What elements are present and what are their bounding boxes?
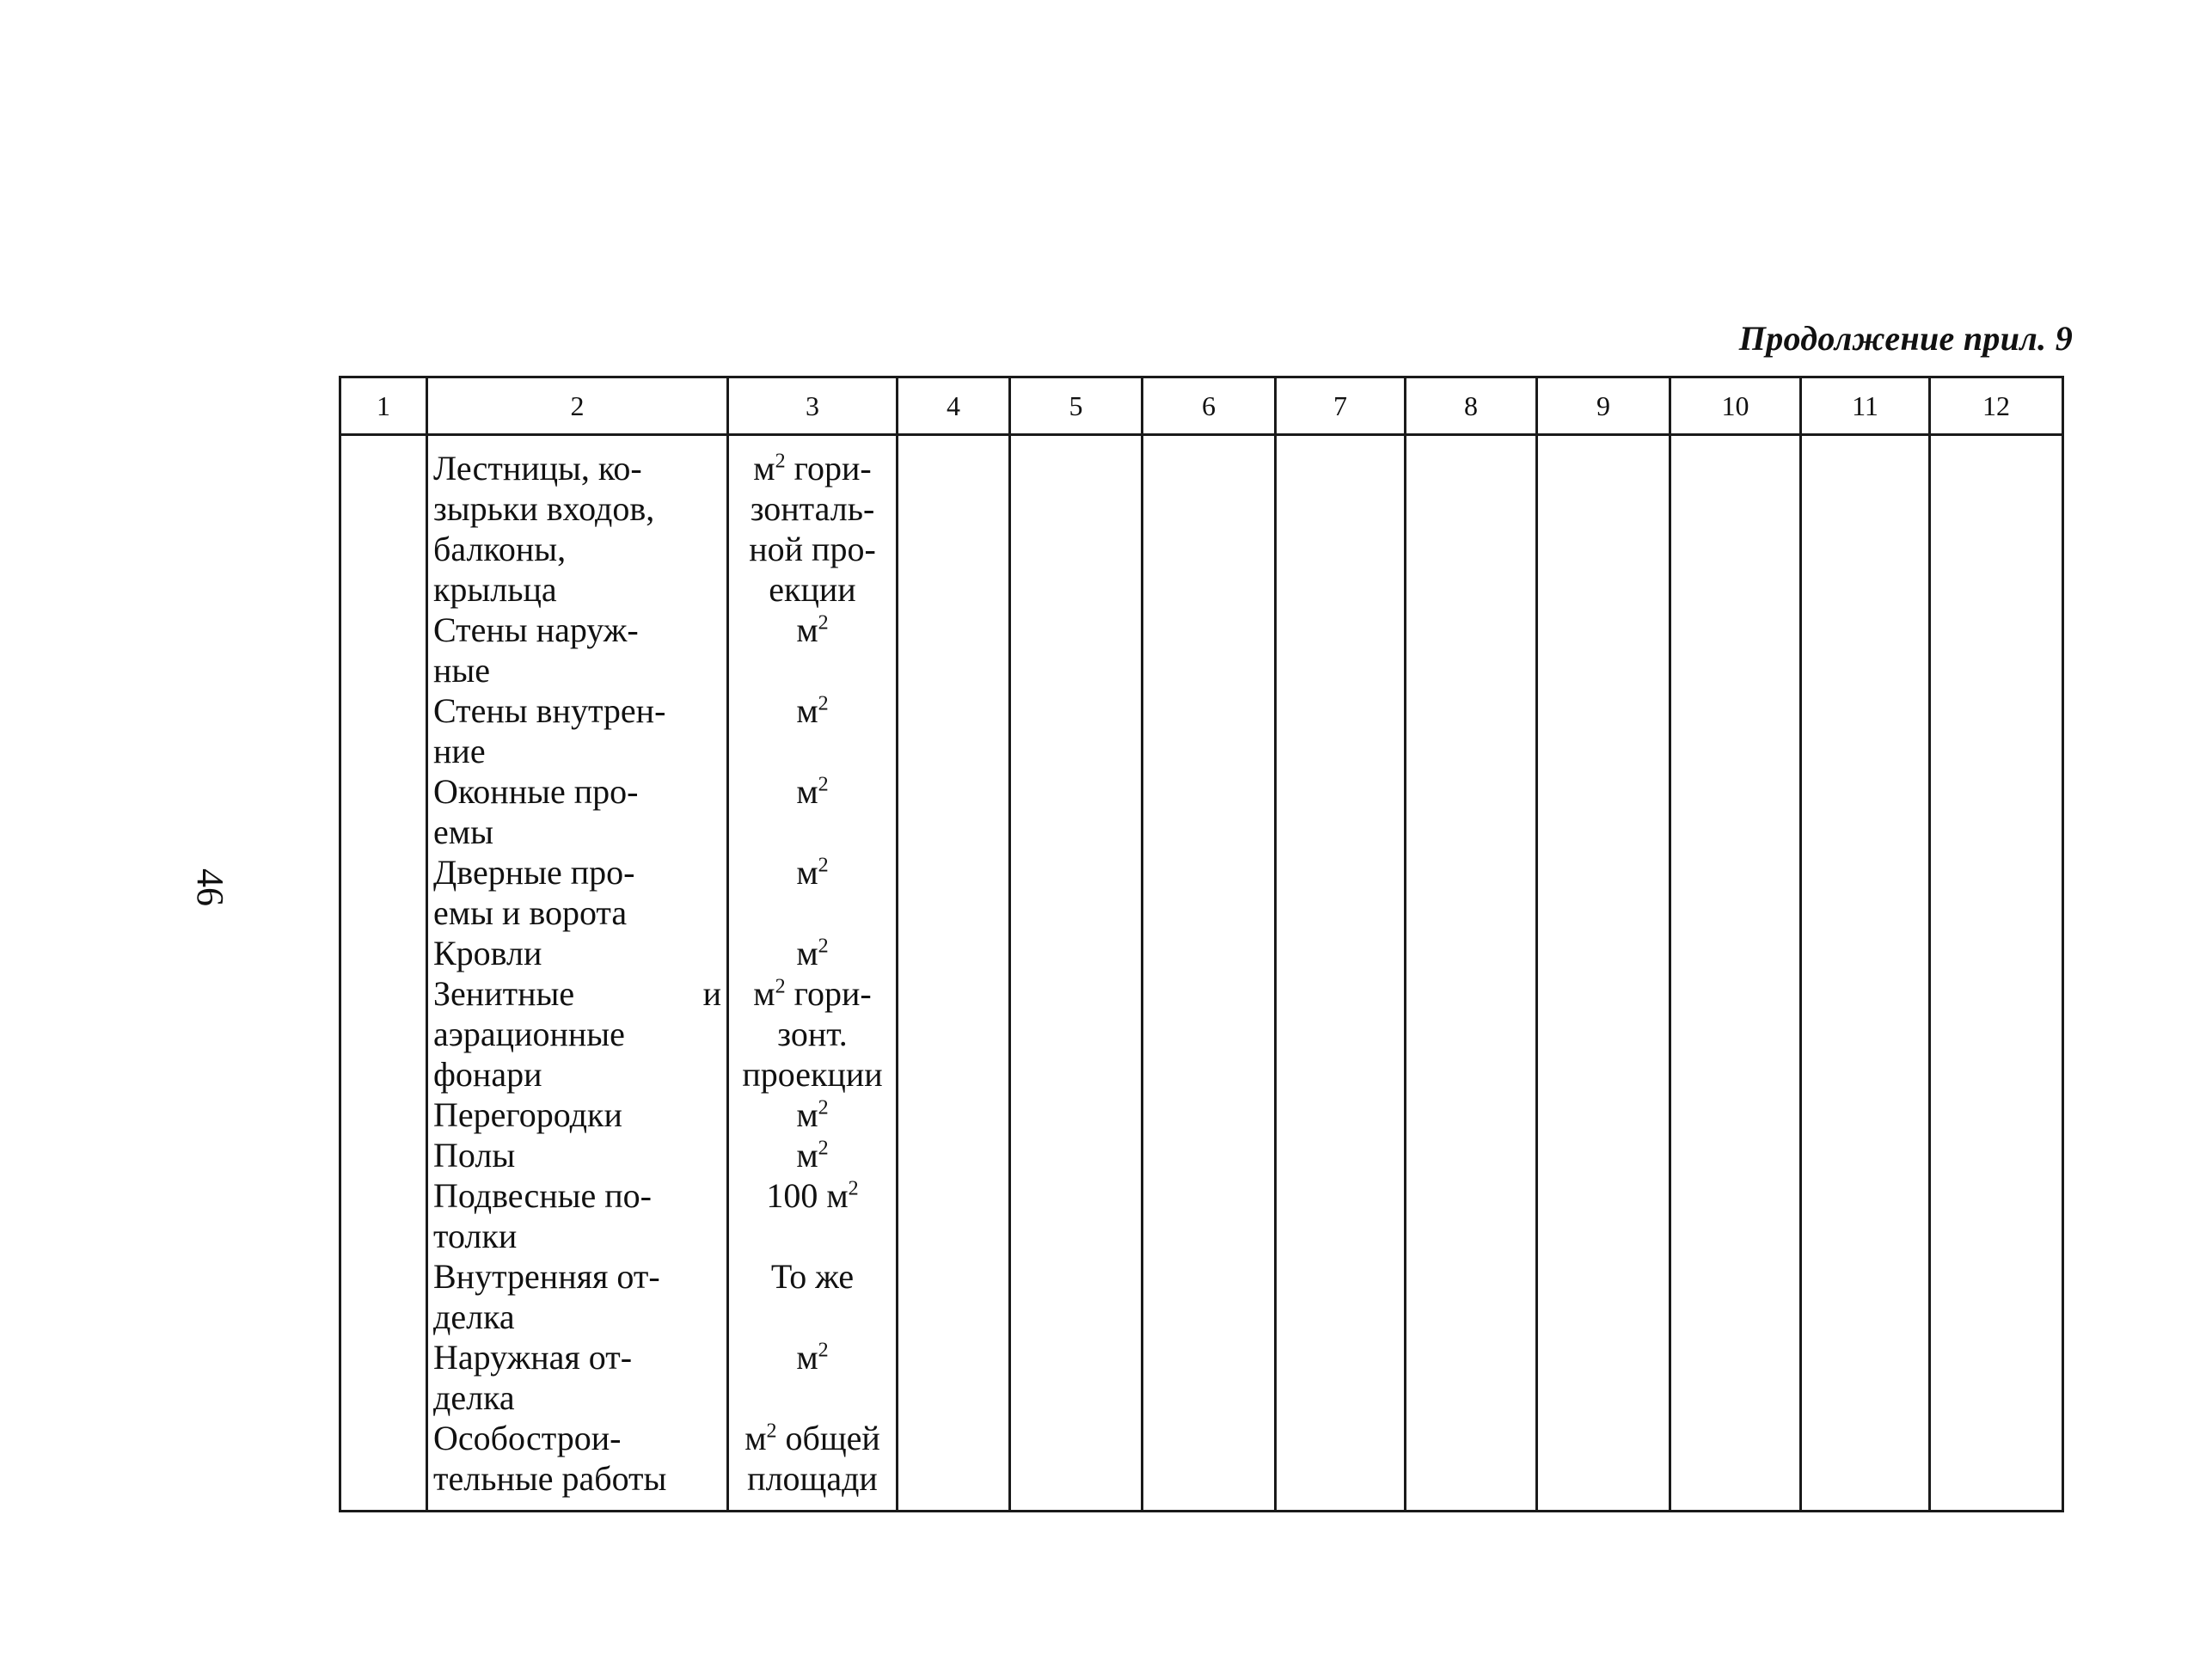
column-1-cell <box>340 435 427 1512</box>
work-name-line: крыльца <box>433 570 557 609</box>
unit-line: $м^2$ <box>796 691 829 730</box>
column-header-11: 11 <box>1801 377 1930 435</box>
column-header-9: 9 <box>1537 377 1670 435</box>
unit-line-spacer <box>729 892 896 933</box>
work-name-line: Наружная от- <box>433 1338 633 1377</box>
superscript-two: 2 <box>818 1339 829 1362</box>
column-6-cell <box>1143 435 1276 1512</box>
work-name-line: тельные работы <box>433 1459 667 1498</box>
work-name-line: Кровли <box>433 934 542 972</box>
unit-line: площади <box>747 1459 878 1498</box>
superscript-two: 2 <box>848 1177 859 1200</box>
unit-line: зонталь- <box>750 489 875 528</box>
work-name-line: делка <box>433 1378 515 1417</box>
superscript-two: 2 <box>818 854 829 877</box>
unit-line: зонт. <box>777 1015 848 1053</box>
work-name-line: Перегородки <box>433 1095 622 1134</box>
unit-line: ной про- <box>749 530 876 568</box>
work-name-line: емы и ворота <box>433 893 628 932</box>
units-cell <box>728 435 898 1512</box>
column-4-cell <box>898 435 1010 1512</box>
work-name-line: Особострои- <box>433 1419 622 1457</box>
unit-line: 100 $м^2$ <box>766 1176 859 1215</box>
unit-line: $м^2$ <box>796 1338 829 1377</box>
column-header-8: 8 <box>1406 377 1537 435</box>
column-header-5: 5 <box>1010 377 1143 435</box>
column-header-7: 7 <box>1276 377 1406 435</box>
superscript-two: 2 <box>818 773 829 796</box>
work-name-line: Полы <box>433 1136 516 1175</box>
unit-line-spacer <box>729 1377 896 1418</box>
work-name-line: толки <box>433 1217 518 1255</box>
column-header-2: 2 <box>427 377 728 435</box>
column-12-cell <box>1930 435 2063 1512</box>
table-body-row <box>340 435 2063 1512</box>
work-name-line: зырьки входов, <box>433 489 655 528</box>
superscript-two: 2 <box>766 1420 777 1443</box>
work-names-cell <box>427 435 728 1512</box>
column-10-cell <box>1670 435 1801 1512</box>
unit-line: $м^2$ общей <box>744 1419 880 1457</box>
column-header-4: 4 <box>898 377 1010 435</box>
unit-line-spacer <box>729 1297 896 1337</box>
superscript-two: 2 <box>818 692 829 715</box>
column-9-cell <box>1537 435 1670 1512</box>
unit-line: То же <box>770 1257 855 1296</box>
work-name-line: Дверные про- <box>433 853 635 892</box>
column-header-10: 10 <box>1670 377 1801 435</box>
work-name-line: Подвесные по- <box>433 1176 653 1215</box>
unit-line-spacer <box>729 1216 896 1256</box>
unit-line: проекции <box>742 1055 883 1094</box>
work-name-line: емы <box>433 813 493 851</box>
unit-line-spacer <box>729 731 896 771</box>
page-number: 46 <box>189 868 231 906</box>
superscript-two: 2 <box>818 1137 829 1160</box>
work-name-line: Лестницы, ко- <box>433 449 642 488</box>
column-11-cell <box>1801 435 1930 1512</box>
unit-line-spacer <box>729 812 896 852</box>
unit-line: $м^2$ <box>796 772 829 811</box>
column-5-cell <box>1010 435 1143 1512</box>
unit-line: $м^2$ <box>796 853 829 892</box>
work-name-line: Внутренняя от- <box>433 1257 660 1296</box>
work-name-line: Оконные про- <box>433 772 639 811</box>
work-name-line: ные <box>433 651 491 690</box>
header-row <box>340 377 2063 435</box>
column-header-6: 6 <box>1143 377 1276 435</box>
appendix-table <box>339 376 2064 1512</box>
unit-line-spacer <box>729 650 896 690</box>
column-7-cell <box>1276 435 1406 1512</box>
unit-line: екции <box>769 570 856 609</box>
work-name-line: фонари <box>433 1055 542 1094</box>
unit-line: $м^2$ <box>796 1095 829 1134</box>
work-name-line: Зенитные и <box>433 974 721 1013</box>
superscript-two: 2 <box>775 450 786 473</box>
column-header-1: 1 <box>340 377 427 435</box>
unit-line: $м^2$ <box>796 934 829 972</box>
column-header-3: 3 <box>728 377 898 435</box>
unit-line: $м^2$ гори- <box>753 974 872 1013</box>
superscript-two: 2 <box>818 935 829 958</box>
work-name-line: аэрационные <box>433 1015 625 1053</box>
column-8-cell <box>1406 435 1537 1512</box>
table-caption: Продолжение прил. 9 <box>1738 319 2073 358</box>
superscript-two: 2 <box>775 975 786 998</box>
unit-line: $м^2$ <box>796 1136 829 1175</box>
unit-line: $м^2$ гори- <box>753 449 872 488</box>
work-name-line: ние <box>433 732 486 770</box>
column-header-12: 12 <box>1930 377 2063 435</box>
superscript-two: 2 <box>818 1096 829 1119</box>
superscript-two: 2 <box>818 611 829 635</box>
work-name-line: балконы, <box>433 530 567 568</box>
work-name-line: Стены наруж- <box>433 610 639 649</box>
unit-line: $м^2$ <box>796 610 829 649</box>
work-name-line: Стены внутрен- <box>433 691 666 730</box>
work-name-line: делка <box>433 1297 515 1336</box>
